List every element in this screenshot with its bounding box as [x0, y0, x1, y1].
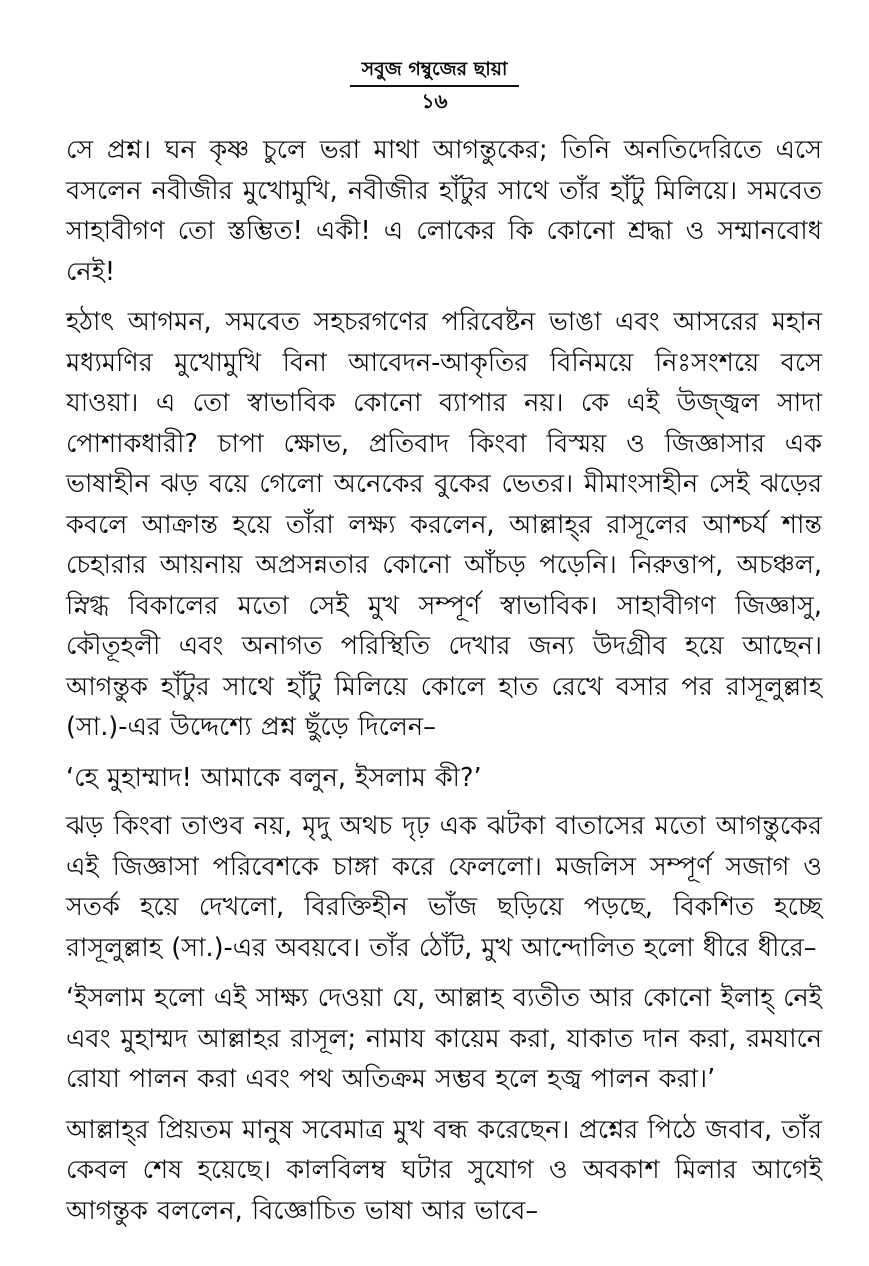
book-title: সবুজ গম্বুজের ছায়া [350, 58, 520, 87]
paragraph-2: হঠাৎ আগমন, সমবেত সহচরগণের পরিবেষ্টন ভাঙা এবং আসরের মহান মধ্যমণির মুখোমুখি বিনা আবেদন-আকৃতির বিনিময়ে নিঃসংশয়ে বসে যাওয়া। এ তো স্বাভাবিক কোনো ব্যাপার নয়। কে এই উজ্জ্বল সাদা পোশাকধারী? চাপা ক্ষোভ, প্রতিবাদ কিংবা বিস্ময় ও জিজ্ঞাসার এক ভাষাহীন ঝড় বয়ে গেলো অনেকের বুকের ভেতর। মীমাংসাহীন সেই ঝড়ের কবলে আক্রান্ত হয়ে তাঁরা লক্ষ্য করলেন, আল্লাহ্‌র রাসূলের আশ্চর্য শান্ত চেহারার আয়নায় অপ্রসন্নতার কোনো আঁচড় পড়েনি। নিরুত্তাপ, অচঞ্চল, স্নিগ্ধ বিকালের মতো সেই মুখ সম্পূর্ণ স্বাভাবিক। সাহাবীগণ জিজ্ঞাসু, কৌতূহলী এবং অনাগত পরিস্থিতি দেখার জন্য উদগ্রীব হয়ে আছেন। আগন্তুক হাঁটুর সাথে হাঁটু মিলিয়ে কোলে হাত রেখে বসার পর রাসূলুল্লাহ (সা.)-এর উদ্দেশ্যে প্রশ্ন ছুঁড়ে দিলেন– [66, 307, 822, 742]
body-text [66, 130, 822, 1241]
paragraph-5-answer: ‘ইসলাম হলো এই সাক্ষ্য দেওয়া যে, আল্লাহ ব্যতীত আর কোনো ইলাহ্‌ নেই এবং মুহাম্মদ আল্লাহর রাসূল; নামায কায়েম করা, যাকাত দান করা, রমযানে রোযা পালন করা এবং পথ অতিক্রম সম্ভব হলে হজ্ব পালন করা।’ [66, 983, 822, 1094]
paragraph-3-question: ‘হে মুহাম্মাদ! আমাকে বলুন, ইসলাম কী?’ [66, 762, 482, 793]
page-number: ১৬ [421, 88, 448, 113]
paragraph-6: আল্লাহ্‌র প্রিয়তম মানুষ সবেমাত্র মুখ বন্ধ করেছেন। প্রশ্নের পিঠে জবাব, তাঁর কেবল শেষ হয়েছে। কালবিলম্ব ঘটার সুযোগ ও অবকাশ মিলার আগেই আগন্তুক বললেন, বিজ্ঞোচিত ভাষা আর ভাবে– [66, 1114, 822, 1226]
paragraph-4: ঝড় কিংবা তাণ্ডব নয়, মৃদু অথচ দৃঢ় এক ঝটকা বাতাসের মতো আগন্তুকের এই জিজ্ঞাসা পরিবেশকে চাঙ্গা করে ফেললো। মজলিস সম্পূর্ণ সজাগ ও সতর্ক হয়ে দেখলো, বিরক্তিহীন ভাঁজ ছড়িয়ে পড়ছে, বিকশিত হচ্ছে রাসূলুল্লাহ (সা.)-এর অবয়বে। তাঁর ঠোঁট, মুখ আন্দোলিত হলো ধীরে ধীরে– [66, 811, 822, 963]
running-header [0, 58, 869, 113]
paragraph-1: সে প্রশ্ন। ঘন কৃষ্ণ চুলে ভরা মাথা আগন্তুকের; তিনি অনতিদেরিতে এসে বসলেন নবীজীর মুখোমুখি, নবীজীর হাঁটুর সাথে তাঁর হাঁটু মিলিয়ে। সমবেত সাহাবীগণ তো স্তম্ভিত! একী! এ লোকের কি কোনো শ্রদ্ধা ও সম্মানবোধ নেই! [66, 135, 822, 287]
